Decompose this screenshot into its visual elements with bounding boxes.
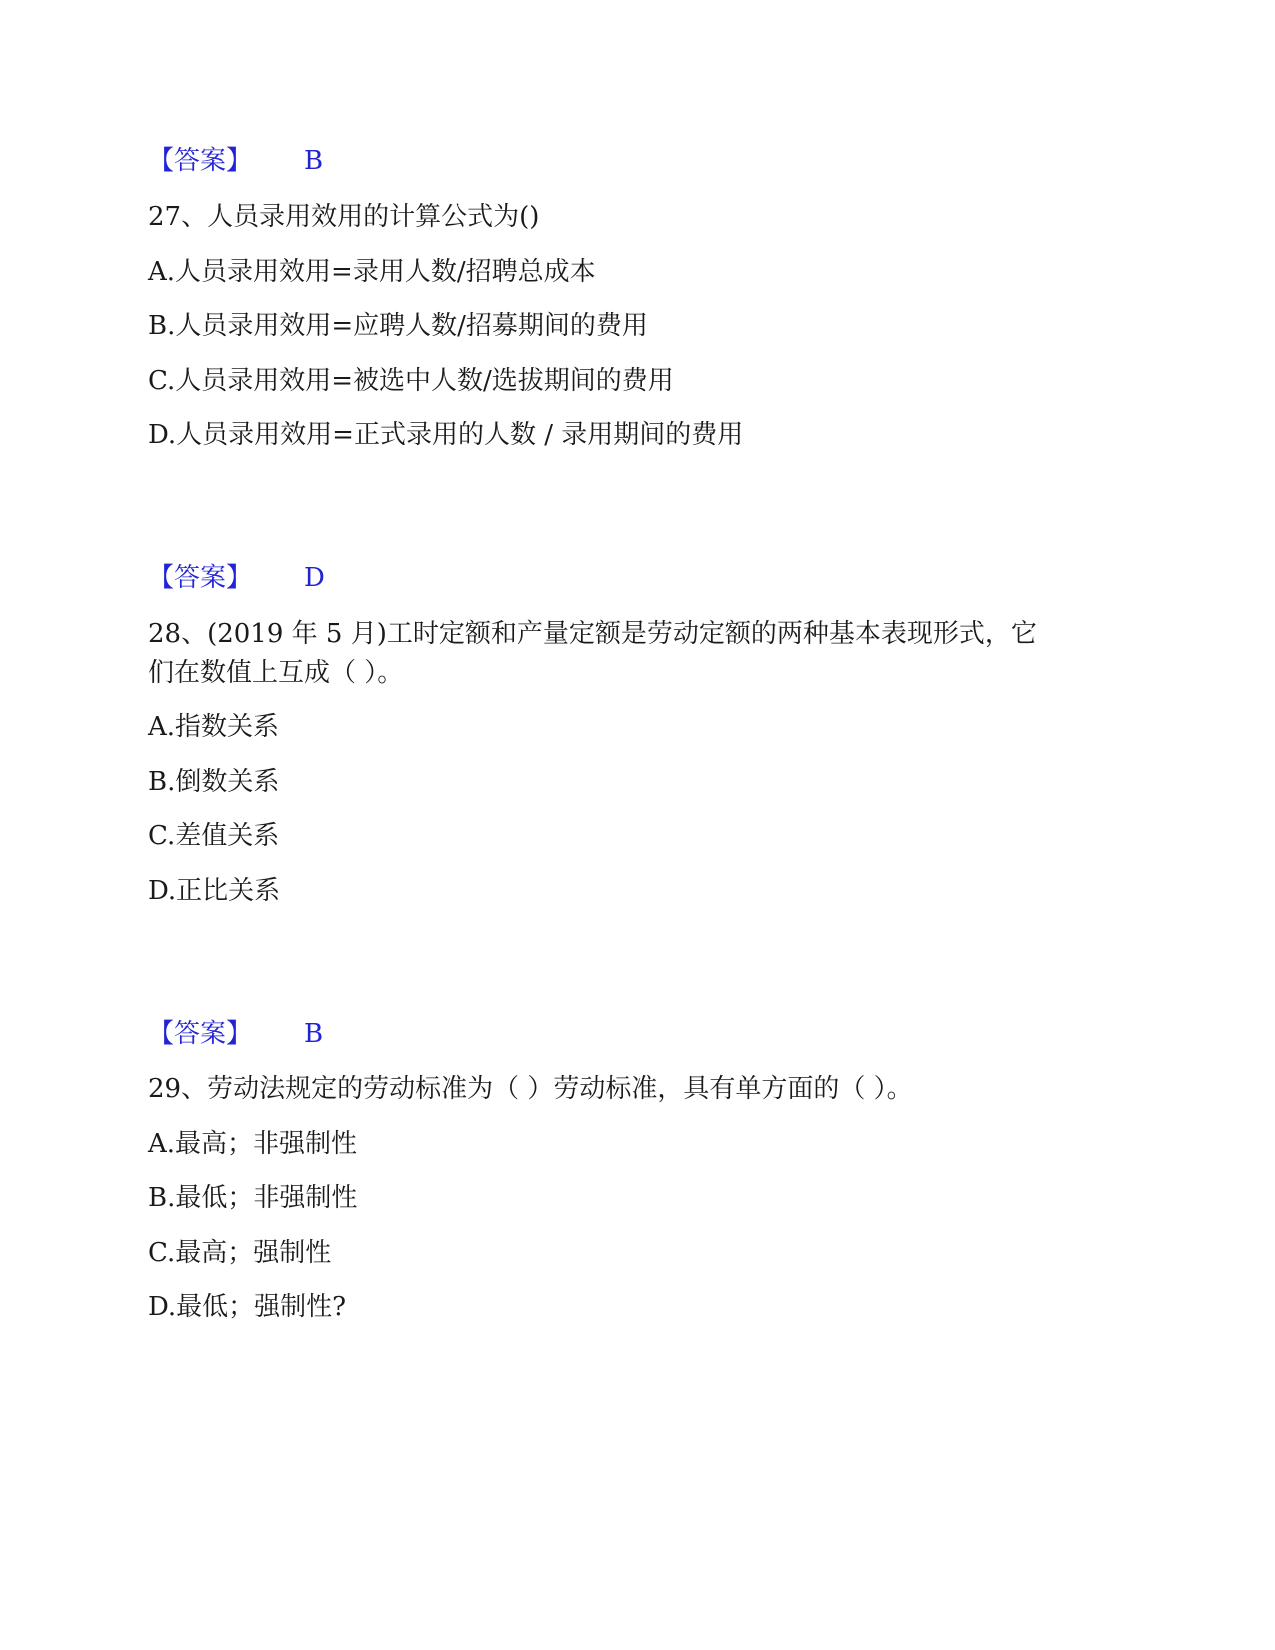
answer-line-26 <box>148 146 323 176</box>
question-28-line-1: 28、(2019 年 5 月)工时定额和产量定额是劳动定额的两种基本表现形式，它 <box>148 619 1037 649</box>
q28-option-c: C.差值关系 <box>148 821 280 851</box>
q27-option-b: B.人员录用效用=应聘人数/招募期间的费用 <box>148 311 648 341</box>
q27-option-a: A.人员录用效用=录用人数/招聘总成本 <box>148 257 596 287</box>
question-29: 29、劳动法规定的劳动标准为（ ）劳动标准，具有单方面的（ ）。 <box>148 1074 913 1104</box>
answer-label: 【答案】 <box>148 1019 253 1049</box>
q27-option-c: C.人员录用效用=被选中人数/选拔期间的费用 <box>148 366 674 396</box>
answer-value: B <box>304 1019 324 1049</box>
question-28-line-2: 们在数值上互成（ ）。 <box>148 658 404 688</box>
answer-value: B <box>304 146 324 176</box>
q27-option-d: D.人员录用效用=正式录用的人数 / 录用期间的费用 <box>148 420 744 450</box>
answer-label: 【答案】 <box>148 563 253 593</box>
q28-option-b: B.倒数关系 <box>148 767 280 797</box>
q29-option-d: D.最低；强制性? <box>148 1292 347 1322</box>
answer-value: D <box>304 563 325 593</box>
q28-option-a: A.指数关系 <box>148 712 280 742</box>
q29-option-a: A.最高；非强制性 <box>148 1129 358 1159</box>
q28-option-d: D.正比关系 <box>148 876 281 906</box>
q29-option-b: B.最低；非强制性 <box>148 1183 358 1213</box>
q29-option-c: C.最高；强制性 <box>148 1238 332 1268</box>
answer-label: 【答案】 <box>148 146 253 176</box>
answer-line-28 <box>148 1019 323 1049</box>
answer-line-27 <box>148 563 325 593</box>
question-27: 27、人员录用效用的计算公式为() <box>148 202 540 232</box>
